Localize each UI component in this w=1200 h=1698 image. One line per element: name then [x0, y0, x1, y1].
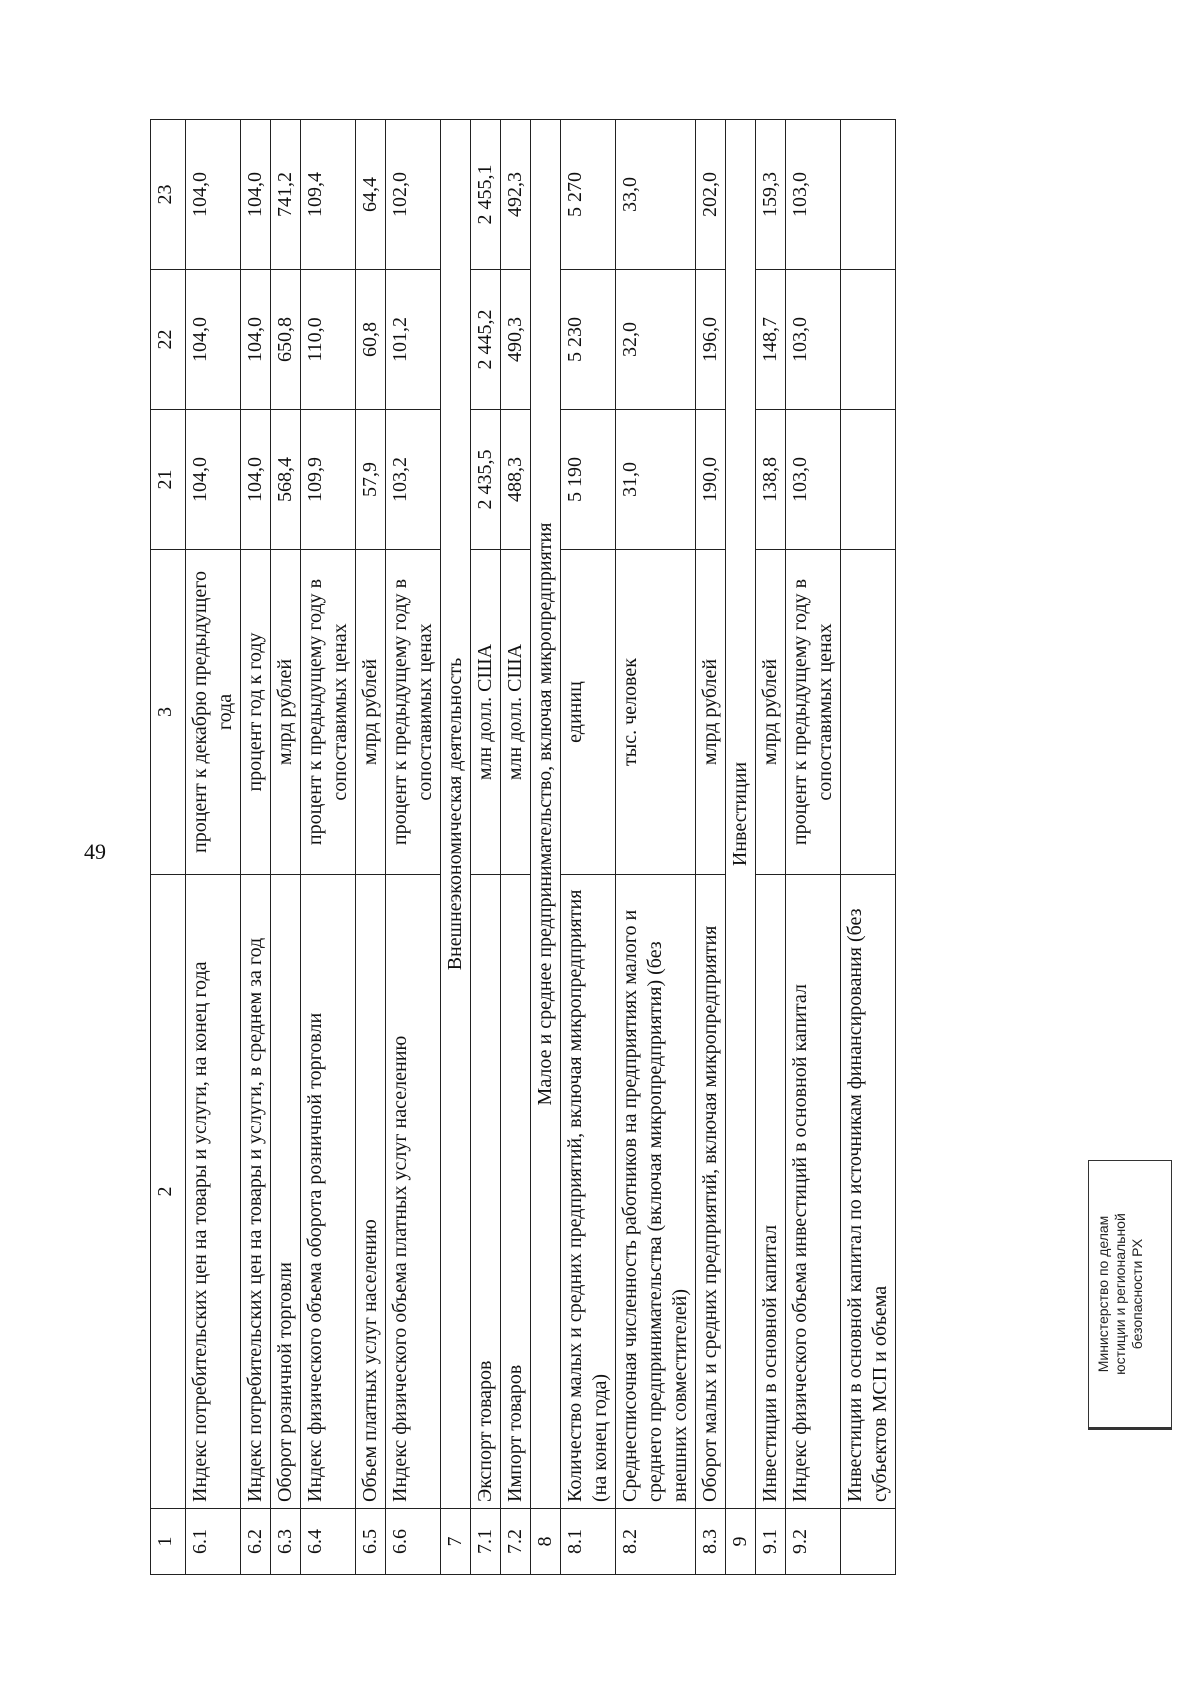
stamp-line-1: Министерство по делам — [1095, 1215, 1111, 1373]
value-col-21: 103,2 — [386, 410, 441, 550]
header-col-1: 1 — [151, 1509, 186, 1575]
value-col-23: 102,0 — [386, 120, 441, 270]
unit-of-measure: тыс. человек — [616, 550, 696, 875]
value-col-23: 492,3 — [501, 120, 531, 270]
header-col-3: 3 — [151, 550, 186, 875]
row-number: 9 — [726, 1509, 756, 1575]
row-number: 6.5 — [356, 1509, 386, 1575]
row-number — [841, 1509, 896, 1575]
value-col-21: 190,0 — [696, 410, 726, 550]
value-col-22 — [841, 270, 896, 410]
row-number: 8.3 — [696, 1509, 726, 1575]
unit-of-measure: процент к декабрю предыдущего года — [186, 550, 241, 875]
section-row — [726, 120, 756, 1575]
value-col-23: 104,0 — [241, 120, 271, 270]
row-number: 7.2 — [501, 1509, 531, 1575]
value-col-23 — [841, 120, 896, 270]
row-number: 9.1 — [756, 1509, 786, 1575]
indicator-name: Индекс физического объема инвестиций в основной капитал — [786, 875, 841, 1509]
indicator-name: Оборот малых и средних предприятий, включая микропредприятия — [696, 875, 726, 1509]
unit-of-measure: млрд рублей — [756, 550, 786, 875]
value-col-22: 650,8 — [271, 270, 301, 410]
value-col-22: 2 445,2 — [471, 270, 501, 410]
value-col-21: 488,3 — [501, 410, 531, 550]
value-col-22: 110,0 — [301, 270, 356, 410]
value-col-23: 64,4 — [356, 120, 386, 270]
indicator-name: Инвестиции в основной капитал по источникам финансирования (без субъектов МСП и объема — [841, 875, 896, 1509]
value-col-21: 31,0 — [616, 410, 696, 550]
section-title: Внешнеэкономическая деятельность — [441, 120, 471, 1509]
value-col-21 — [841, 410, 896, 550]
table-row — [561, 120, 616, 1575]
value-col-22: 104,0 — [186, 270, 241, 410]
value-col-23: 2 455,1 — [471, 120, 501, 270]
indicator-name: Индекс потребительских цен на товары и услуги, на конец года — [186, 875, 241, 1509]
value-col-21: 138,8 — [756, 410, 786, 550]
unit-of-measure: млн долл. США — [501, 550, 531, 875]
indicator-name: Количество малых и средних предприятий, включая микропредприятия (на конец года) — [561, 875, 616, 1509]
stamp-line-3: безопасности РХ — [1129, 1238, 1145, 1350]
value-col-23: 159,3 — [756, 120, 786, 270]
value-col-23: 741,2 — [271, 120, 301, 270]
row-number: 6.4 — [301, 1509, 356, 1575]
value-col-21: 5 190 — [561, 410, 616, 550]
table-row — [301, 120, 356, 1575]
table-row — [186, 120, 241, 1575]
indicator-name: Объем платных услуг населению — [356, 875, 386, 1509]
ministry-stamp — [1088, 1160, 1172, 1430]
header-col-21: 21 — [151, 410, 186, 550]
value-col-22: 32,0 — [616, 270, 696, 410]
row-number: 8.2 — [616, 1509, 696, 1575]
table-row — [386, 120, 441, 1575]
section-title: Малое и среднее предпринимательство, включая микропредприятия — [531, 120, 561, 1509]
indicator-name: Инвестиции в основной капитал — [756, 875, 786, 1509]
unit-of-measure: единиц — [561, 550, 616, 875]
unit-of-measure: процент к предыдущему году в сопоставимых ценах — [301, 550, 356, 875]
indicators-table — [150, 119, 896, 1575]
row-number: 7 — [441, 1509, 471, 1575]
table-row — [756, 120, 786, 1575]
value-col-23: 202,0 — [696, 120, 726, 270]
value-col-22: 104,0 — [241, 270, 271, 410]
unit-of-measure: млрд рублей — [356, 550, 386, 875]
value-col-22: 60,8 — [356, 270, 386, 410]
indicator-name: Индекс физического объема платных услуг населению — [386, 875, 441, 1509]
page-number: 49 — [84, 839, 106, 864]
table-row — [241, 120, 271, 1575]
header-col-22: 22 — [151, 270, 186, 410]
row-number: 8.1 — [561, 1509, 616, 1575]
row-number: 6.3 — [271, 1509, 301, 1575]
value-col-21: 104,0 — [186, 410, 241, 550]
section-title: Инвестиции — [726, 120, 756, 1509]
value-col-21: 2 435,5 — [471, 410, 501, 550]
unit-of-measure: процент к предыдущему году в сопоставимых ценах — [786, 550, 841, 875]
row-number: 7.1 — [471, 1509, 501, 1575]
value-col-22: 103,0 — [786, 270, 841, 410]
value-col-22: 101,2 — [386, 270, 441, 410]
value-col-23: 33,0 — [616, 120, 696, 270]
unit-of-measure: процент год к году — [241, 550, 271, 875]
table-row — [616, 120, 696, 1575]
unit-of-measure: млн долл. США — [471, 550, 501, 875]
header-col-23: 23 — [151, 120, 186, 270]
indicator-name: Индекс потребительских цен на товары и услуги, в среднем за год — [241, 875, 271, 1509]
row-number: 6.2 — [241, 1509, 271, 1575]
value-col-23: 109,4 — [301, 120, 356, 270]
value-col-23: 5 270 — [561, 120, 616, 270]
table-row — [271, 120, 301, 1575]
value-col-23: 103,0 — [786, 120, 841, 270]
indicator-name: Оборот розничной торговли — [271, 875, 301, 1509]
table-row — [501, 120, 531, 1575]
section-row — [441, 120, 471, 1575]
table-row — [786, 120, 841, 1575]
indicator-name: Импорт товаров — [501, 875, 531, 1509]
value-col-23: 104,0 — [186, 120, 241, 270]
unit-of-measure: процент к предыдущему году в сопоставимых ценах — [386, 550, 441, 875]
row-number: 9.2 — [786, 1509, 841, 1575]
value-col-22: 5 230 — [561, 270, 616, 410]
table-row — [356, 120, 386, 1575]
header-col-2: 2 — [151, 875, 186, 1509]
row-number: 8 — [531, 1509, 561, 1575]
table-row — [696, 120, 726, 1575]
value-col-21: 104,0 — [241, 410, 271, 550]
section-row — [531, 120, 561, 1575]
stamp-line-2: юстиции и региональной — [1112, 1213, 1128, 1375]
indicator-name: Среднесписочная численность работников на предприятиях малого и среднего предпринимательства (включая микропредприятия) (без внешних совместителей) — [616, 875, 696, 1509]
indicator-name: Индекс физического объема оборота розничной торговли — [301, 875, 356, 1509]
row-number: 6.1 — [186, 1509, 241, 1575]
value-col-21: 57,9 — [356, 410, 386, 550]
indicators-table-wrapper — [150, 120, 1006, 1575]
table-row — [841, 120, 896, 1575]
table-row — [471, 120, 501, 1575]
value-col-22: 490,3 — [501, 270, 531, 410]
value-col-21: 109,9 — [301, 410, 356, 550]
unit-of-measure: млрд рублей — [696, 550, 726, 875]
value-col-22: 148,7 — [756, 270, 786, 410]
value-col-21: 568,4 — [271, 410, 301, 550]
table-header-row — [151, 120, 186, 1575]
row-number: 6.6 — [386, 1509, 441, 1575]
unit-of-measure: млрд рублей — [271, 550, 301, 875]
indicator-name: Экспорт товаров — [471, 875, 501, 1509]
unit-of-measure — [841, 550, 896, 875]
value-col-22: 196,0 — [696, 270, 726, 410]
value-col-21: 103,0 — [786, 410, 841, 550]
